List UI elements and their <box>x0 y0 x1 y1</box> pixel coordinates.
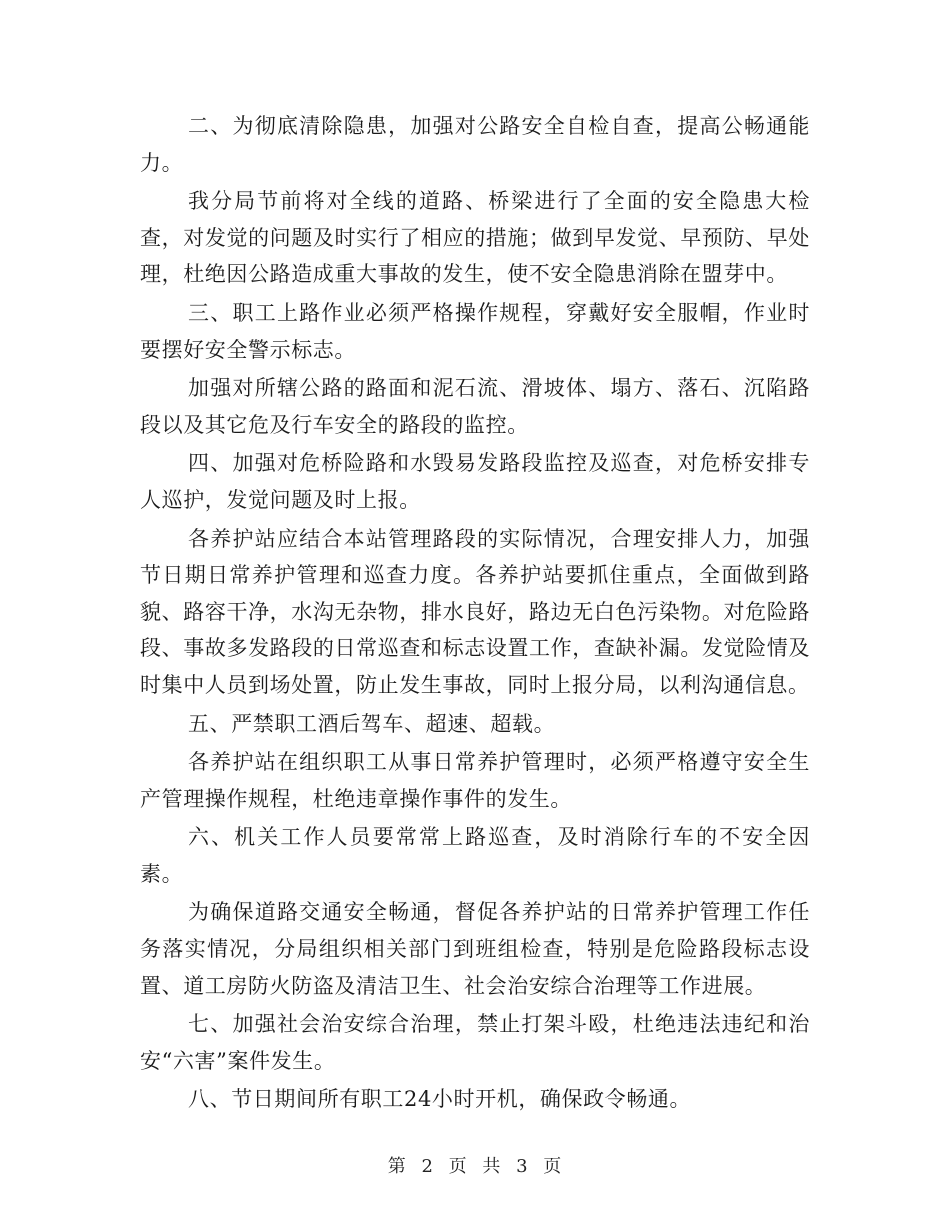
footer-prefix: 第 <box>387 1156 407 1177</box>
footer-page-unit: 页 <box>448 1156 468 1177</box>
document-body <box>140 108 810 1118</box>
paragraph-4: 四、加强对危桥险路和水毁易发路段监控及巡查，对危桥安排专人巡护，发觉问题及时上报。 <box>140 451 810 512</box>
footer-total-prefix: 共 <box>482 1156 502 1177</box>
total-pages-number: 3 <box>516 1156 529 1177</box>
paragraph: 为确保道路交通安全畅通，督促各养护站的日常养护管理工作任务落实情况，分局组织相关部门到班组检查，特别是危险路段标志设置、道工房防火防盗及清洁卫生、社会治安综合治理等工作进展。 <box>140 900 810 998</box>
paragraph-5: 五、严禁职工酒后驾车、超速、超载。 <box>188 711 556 736</box>
paragraph-3: 三、职工上路作业必须严格操作规程，穿戴好安全服帽，作业时要摆好安全警示标志。 <box>140 300 810 362</box>
page-footer <box>0 1152 950 1178</box>
paragraph-2: 二、为彻底清除隐患，加强对公路安全自检自查，提高公畅通能力。 <box>140 114 810 175</box>
footer-total-unit: 页 <box>543 1156 563 1177</box>
paragraph: 加强对所辖公路的路面和泥石流、滑坡体、塌方、落石、沉陷路段以及其它危及行车安全的路段的监控。 <box>140 376 810 437</box>
paragraph-7: 七、加强社会治安综合治理，禁止打架斗殴，杜绝违法违纪和治安“六害”案件发生。 <box>140 1012 810 1073</box>
current-page-number: 2 <box>421 1156 434 1177</box>
paragraph: 各养护站在组织职工从事日常养护管理时，必须严格遵守安全生产管理操作规程，杜绝违章操作事件的发生。 <box>140 750 810 811</box>
paragraph-6: 六、机关工作人员要常常上路巡查，及时消除行车的不安全因素。 <box>140 825 810 886</box>
paragraph: 各养护站应结合本站管理路段的实际情况，合理安排人力，加强节日期日常养护管理和巡查力度。各养护站要抓住重点，全面做到路貌、路容干净，水沟无杂物，排水良好，路边无白色污染物。对危险路段、事故多发路段的日常巡查和标志设置工作，查缺补漏。发觉险情及时集中人员到场处置，防止发生事故，同时上报分局，以利沟通信息。 <box>140 526 810 697</box>
paragraph: 我分局节前将对全线的道路、桥梁进行了全面的安全隐患大检查，对发觉的问题及时实行了相应的措施；做到早发觉、早预防、早处理，杜绝因公路造成重大事故的发生，使不安全隐患消除在盟芽中。 <box>140 189 810 287</box>
paragraph-8: 八、节日期间所有职工24小时开机，确保政令畅通。 <box>188 1087 692 1112</box>
